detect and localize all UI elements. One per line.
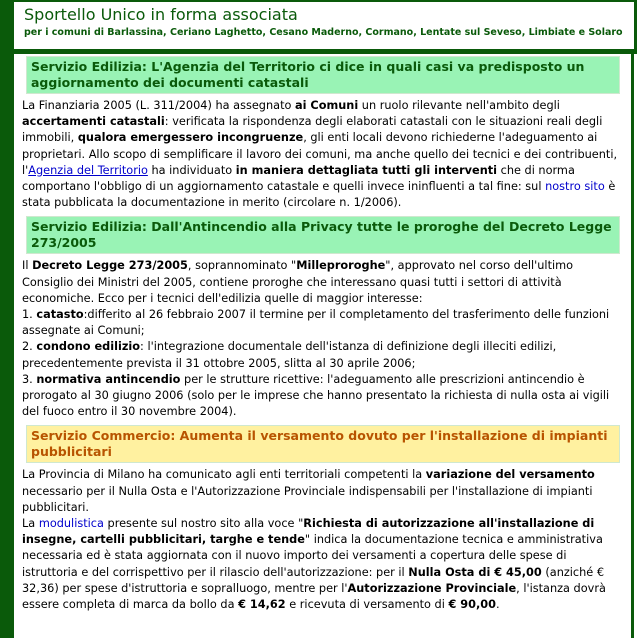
news-title: Servizio Edilizia: L'Agenzia del Territorio ci dice in quali casi va predisposto un aggiornamento dei documenti catastali bbox=[26, 56, 620, 94]
body-text: , l'istanza dovrà essere completa di marca da bollo da bbox=[22, 581, 606, 612]
news-item-catasto bbox=[22, 56, 620, 211]
emphasis-text: Decreto Legge 273/2005 bbox=[32, 259, 188, 273]
body-text: La bbox=[22, 517, 39, 531]
site-link[interactable]: modulistica bbox=[38, 517, 104, 531]
body-text: La Finanziaria 2005 (L. 311/2004) ha assegnato bbox=[22, 99, 295, 112]
body-text: per le strutture ricettive: l'adeguamento alle prescrizioni antincendio è prorogato al 30 giugno 2006 (solo per le imprese che hanno presentato la richiesta di nulla osta ai vigili del fuoco entro il 30 novembre 2004). bbox=[22, 372, 610, 419]
body-text: ", approvato nel corso dell'ultimo Consiglio dei Ministri del 2005, contiene proroghe che interessano quasi tutti i settori di attività economiche. Ecco per i tecnici dell'edilizia quelle di maggior interesse: bbox=[22, 259, 574, 305]
body-text: " indica la documentazione tecnica e amministrativa necessaria ed è stata aggiornata con il nuovo importo dei versamenti a copertura delle spese di istruttoria e del corrispettivo per il rilascio dell'autorizzazione: per il bbox=[22, 533, 603, 579]
body-text: , gli enti locali devono richiederne l'adeguamento ai proprietari. Allo scopo di semplificare il lavoro dei comuni, ma anche quello dei tecnici e dei contribuenti, l' bbox=[22, 131, 618, 177]
body-text: :differito al 26 febbraio 2007 il termine per il completamento del trasferimento delle funzioni assegnate ai Comuni; bbox=[22, 308, 610, 338]
body-text: : l'integrazione documentale dell'istanza di definizione degli illeciti edilizi, precedentemente prevista il 31 ottobre 2005, slitta al 30 aprile 2006; bbox=[22, 340, 557, 370]
emphasis-text: € 90,00 bbox=[448, 598, 496, 612]
body-text: (anziché € 32,36) per spese d'istruttoria e sopralluogo, mentre per l' bbox=[22, 565, 605, 595]
right-border bbox=[631, 54, 634, 638]
body-text: 2. bbox=[22, 340, 37, 354]
emphasis-text: in maniera dettagliata tutti gli interventi bbox=[235, 163, 498, 177]
news-title: Servizio Edilizia: Dall'Antincendio alla Privacy tutte le proroghe del Decreto Legge 273/2005 bbox=[26, 216, 620, 254]
news-content bbox=[22, 56, 620, 618]
page-subtitle: per i comuni di Barlassina, Ceriano Laghetto, Cesano Maderno, Cormano, Lentate sul Seveso, Limbiate e Solaro bbox=[24, 27, 623, 38]
body-text: che di norma comportano l'obbligo di un aggiornamento catastale e quelli invece ininfluenti a tal fine: sul bbox=[22, 163, 575, 194]
body-text: 3. bbox=[22, 372, 37, 386]
emphasis-text: € 14,62 bbox=[238, 598, 286, 612]
emphasis-text: ai Comuni bbox=[295, 99, 359, 112]
emphasis-text: catasto bbox=[36, 308, 84, 322]
emphasis-text: Milleproroghe bbox=[296, 259, 386, 273]
emphasis-text: accertamenti catastali bbox=[22, 115, 165, 129]
body-text: necessario per il Nulla Osta e l'Autorizzazione Provinciale indispensabili per l'installazione di impianti pubblicitari. bbox=[22, 484, 593, 514]
agenzia-territorio-link[interactable]: Agenzia del Territorio bbox=[28, 163, 148, 177]
emphasis-text: Richiesta di autorizzazione all'installazione di insegne, cartelli pubblicitari, targhe e tende bbox=[22, 517, 595, 547]
emphasis-text: variazione del versamento bbox=[425, 468, 595, 482]
news-body bbox=[22, 467, 620, 613]
news-item-proroghe bbox=[22, 216, 620, 420]
body-text: e ricevuta di versamento di bbox=[285, 598, 449, 612]
emphasis-text: Autorizzazione Provinciale bbox=[347, 581, 517, 595]
header-divider bbox=[14, 49, 637, 54]
body-text: : verificata la rispondenza degli elaborati catastali con le situazioni reali degli immobili, bbox=[22, 115, 603, 145]
emphasis-text: qualora emergessero incongruenze bbox=[77, 131, 304, 145]
body-text: . bbox=[496, 598, 500, 612]
body-text: ha individuato bbox=[147, 163, 236, 177]
news-item-commercio bbox=[22, 425, 620, 613]
news-body bbox=[22, 258, 620, 420]
news-body bbox=[22, 98, 620, 211]
page-title: Sportello Unico in forma associata bbox=[24, 5, 298, 24]
body-text: un ruolo rilevante nell'ambito degli bbox=[358, 99, 560, 112]
body-text: Il bbox=[22, 259, 33, 273]
left-stripe bbox=[0, 0, 14, 638]
body-text: , soprannominato " bbox=[187, 259, 297, 273]
body-text: 1. bbox=[22, 308, 37, 322]
body-text: presente sul nostro sito alla voce " bbox=[103, 517, 304, 531]
site-link[interactable]: nostro sito bbox=[545, 180, 605, 194]
emphasis-text: condono edilizio bbox=[36, 340, 141, 354]
body-text: è stata pubblicata la documentazione in merito (circolare n. 1/2006). bbox=[22, 180, 616, 210]
emphasis-text: Nulla Osta di € 45,00 bbox=[408, 565, 542, 579]
page-header bbox=[16, 2, 637, 49]
news-title: Servizio Commercio: Aumenta il versamento dovuto per l'installazione di impianti pubblicitari bbox=[26, 425, 620, 463]
body-text: La Provincia di Milano ha comunicato agli enti territoriali competenti la bbox=[22, 468, 426, 482]
emphasis-text: normativa antincendio bbox=[36, 372, 181, 386]
